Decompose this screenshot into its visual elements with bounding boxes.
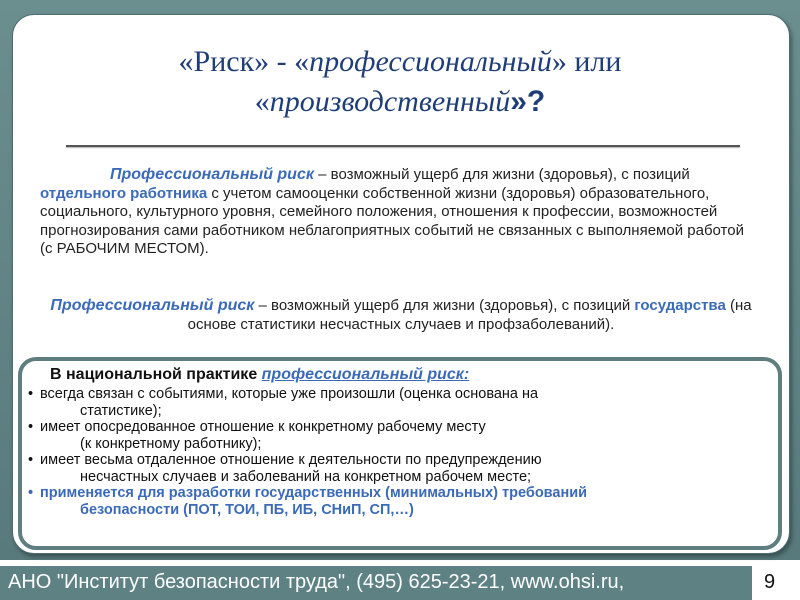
title-line2-close: »? — [510, 85, 546, 118]
p1-term: Профессиональный риск — [110, 166, 314, 183]
bullet-line2: безопасности (ПОТ, ТОИ, ПБ, ИБ, СНиП, СП,…) — [80, 501, 414, 518]
p2-text-a: – возможный ущерб для жизни (здоровья), с позиций — [254, 297, 635, 314]
bullet-line1: всегда связан с событиями, которые уже произошли (оценка основана на — [40, 386, 539, 402]
bullet-item-highlighted — [28, 485, 768, 518]
practice-bullet-list — [28, 386, 768, 518]
bullet-line1: применяется для разработки государственных (минимальных) требований — [40, 485, 588, 501]
paragraph-worker-risk — [40, 166, 760, 259]
practice-heading-link[interactable]: профессиональный риск: — [261, 366, 470, 383]
bullet-line1: имеет опосредованное отношение к конкретному рабочему месту — [40, 419, 486, 435]
title-line1-open: «Риск» - « — [178, 45, 310, 78]
page-number: 9 — [764, 571, 776, 593]
practice-heading-text: В национальной практике — [50, 366, 262, 383]
title-line-2 — [60, 82, 740, 122]
title-line2-italic: производственный — [269, 85, 511, 118]
p2-highlight: государства — [634, 297, 726, 314]
bullet-line2: статистике); — [80, 402, 162, 419]
p1-highlight: отдельного работника — [40, 184, 208, 202]
bullet-item — [28, 419, 768, 452]
title-line1-close: » или — [551, 45, 622, 78]
p1-text-a: – возможный ущерб для жизни (здоровья), с позиций — [313, 166, 690, 183]
practice-heading — [50, 366, 469, 384]
title-line2-open: « — [254, 85, 270, 118]
bullet-item — [28, 386, 768, 419]
p2-text-b: (на основе статистики несчастных случаев и профзаболеваний). — [187, 297, 752, 333]
bullet-line2: (к конкретному работнику); — [80, 435, 262, 452]
title-divider — [66, 145, 740, 147]
p2-term: Профессиональный риск — [50, 297, 255, 314]
slide-title — [60, 42, 740, 122]
p1-text-b: с учетом самооценки собственной жизни (здоровья) образовательного, социального, культурного уровня, семейного положения, отношения к профессии, возможностей прогнозирования сами работником неблагоприятных событий не связанных с выполняемой работой (с РАБОЧИМ МЕСТОМ). — [40, 184, 744, 257]
title-line1-italic: профессиональный — [309, 45, 552, 78]
paragraph-state-risk — [36, 296, 766, 334]
bullet-line2: несчастных случаев и заболеваний на конкретном рабочем месте; — [80, 468, 532, 485]
bullet-item — [28, 452, 768, 485]
footer-text: АНО "Институт безопасности труда", (495) 625-23-21, www.ohsi.ru, — [8, 571, 625, 593]
title-line-1 — [60, 42, 740, 82]
bullet-line1: имеет весьма отдаленное отношение к деятельности по предупреждению — [40, 452, 542, 468]
